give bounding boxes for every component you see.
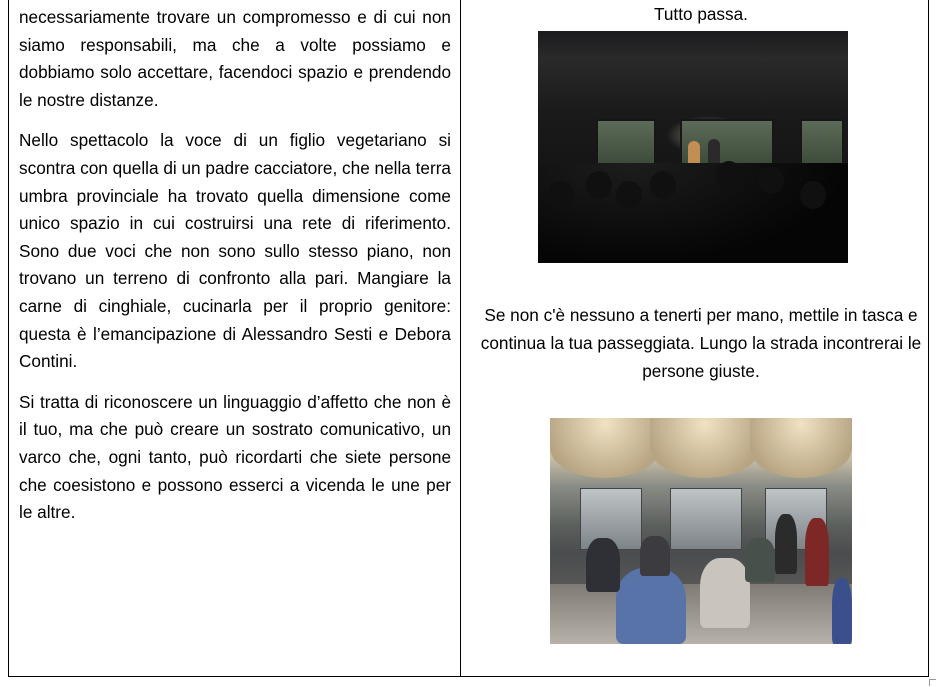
paragraph-3: Si tratta di riconoscere un linguaggio d’affetto che non è il tuo, ma che può creare un sostrato comunicativo, un varco che, ogni tanto, può ricordarti che siete persone che coesistono e possono esserci a vicenda le une per le altre. <box>19 391 451 523</box>
paragraph-2: Nello spettacolo la voce di un figlio vegetariano si scontra con quella di un padre cacciatore, che nella terra umbra provinciale ha trovato quella dimensione come unico spazio in cui costruirsi una rete di riferimento. Sono due voci che non sono sullo stesso piano, non trovano un terreno di confronto alla pari. Mangiare la carne di cinghiale, cucinarla per il proprio genitore: questa è l’emancipazione di Alessandro Sesti e Debora Contini. <box>19 130 451 372</box>
theatre-stage-photo <box>538 31 848 263</box>
paragraph-1: necessariamente trovare un compromesso e di cui non siamo responsabili, ma che a volte possiamo e dobbiamo solo accettare, facendoci spazio e prendendo le nostre distanze. <box>19 7 451 110</box>
left-column-text <box>19 4 451 540</box>
caption-top: Tutto passa. <box>654 4 748 24</box>
audience-vaulted-hall-photo <box>550 418 852 644</box>
column-divider <box>460 0 461 676</box>
page-corner-mark <box>929 679 936 686</box>
document-table <box>8 0 929 677</box>
quote-text: Se non c'è nessuno a tenerti per mano, mettile in tasca e continua la tua passeggiata. Lungo la strada incontrerai le persone giuste. <box>480 305 922 381</box>
